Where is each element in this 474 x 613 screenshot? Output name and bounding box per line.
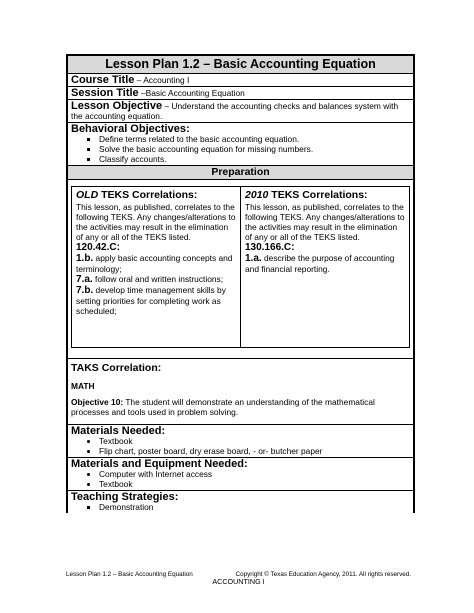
behavioral-objectives-row [68,123,413,166]
list-item: ▪ Classify accounts. [99,154,410,164]
teks-item: 1.b. apply basic accounting concepts and terminology; [76,253,233,274]
materials-needed-label: Materials Needed: [71,425,166,437]
behavioral-objectives-list [71,134,410,164]
teks-section [68,180,413,359]
taks-objective: Objective 10: The student will demonstrate an understanding of the mathematical processes and tools used in problem solving. [71,397,375,417]
materials-list [71,436,410,456]
session-title-row [68,87,413,100]
preparation-header: Preparation [68,166,413,180]
old-teks-column [72,187,240,347]
equipment-needed-label: Materials and Equipment Needed: [71,458,248,470]
list-item: ▪ Solve the basic accounting equation for missing numbers. [99,144,410,154]
page-title: Lesson Plan 1.2 – Basic Accounting Equation [68,56,413,74]
course-title-label: Course Title [71,74,135,86]
lesson-objective-value: – Understand the accounting checks and balances system with the accounting equation. [71,101,399,121]
old-teks-code: 120.42.C: [76,242,120,253]
lesson-objective-label: Lesson Objective [71,100,163,112]
list-item: • Textbook [99,479,410,489]
list-item: • Textbook [99,436,410,446]
course-title-value: – Accounting I [134,75,190,85]
equipment-list [71,469,410,489]
teks-table [71,186,410,348]
footer-left: Lesson Plan 1.2 – Basic Accounting Equation [66,571,193,578]
footer-copyright: Copyright © Texas Education Agency, 2011. All rights reserved. [235,571,411,578]
lesson-objective-row [68,100,413,123]
course-title-row [68,74,413,87]
new-teks-intro: This lesson, as published, correlates to the following TEKS. Any changes/alterations to the activities may result in the elimination of any or all of the TEKS listed. [245,202,405,242]
old-teks-intro: This lesson, as published, correlates to the following TEKS. Any changes/alterations to the activities may result in the elimination of any or all of the TEKS listed. [76,202,236,242]
materials-needed-row [68,425,413,458]
equipment-needed-row [68,458,413,491]
session-title-value: –Basic Accounting Equation [138,88,245,98]
list-item: ▪ Demonstration [99,502,410,512]
taks-correlation-section [68,359,413,425]
teaching-strategies-label: Teaching Strategies: [71,491,179,503]
teaching-strategies-row [68,491,413,513]
teks-item: 7.b. develop time management skills by setting priorities for completing work as scheduled; [76,285,226,316]
behavioral-objectives-label: Behavioral Objectives: [71,123,190,135]
footer-center: ACCOUNTING I [212,577,265,586]
teks-item: 1.a. describe the purpose of accounting and financial reporting. [245,253,395,274]
old-teks-heading: OLD TEKS Correlations: [76,189,198,201]
new-teks-code: 130.166.C: [245,242,295,253]
list-item: • Computer with Internet access [99,469,410,479]
new-teks-column [240,187,409,347]
taks-subject: MATH [71,381,95,391]
lesson-plan-document [66,54,415,513]
session-title-label: Session Title [71,87,139,99]
teks-item: 7.a. follow oral and written instructions; [76,274,224,285]
new-teks-heading: 2010 TEKS Correlations: [245,189,368,201]
strategies-list [71,502,410,512]
list-item: ▪ Define terms related to the basic accounting equation. [99,134,410,144]
list-item: • Flip chart, poster board, dry erase board, - or- butcher paper [99,446,410,456]
taks-correlation-label: TAKS Correlation: [71,362,162,374]
